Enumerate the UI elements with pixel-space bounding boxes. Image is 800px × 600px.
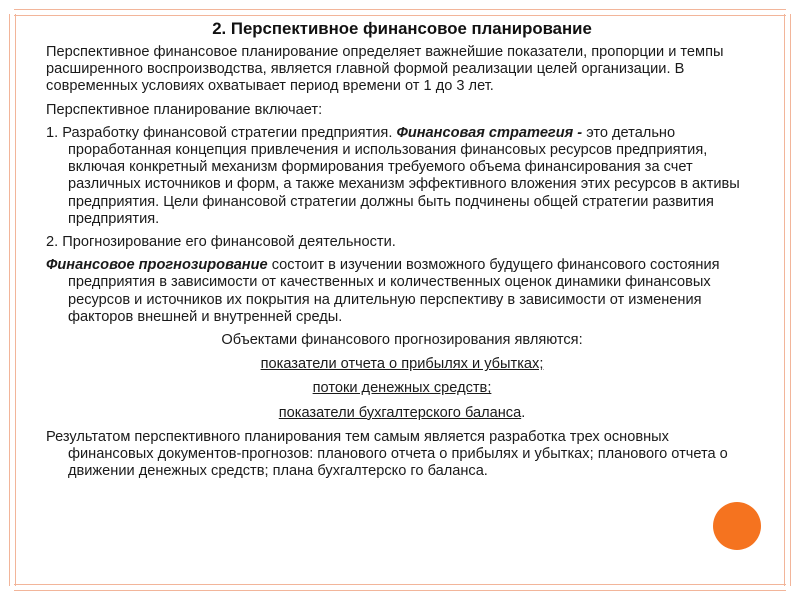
objects-heading: Объектами финансового прогнозирования являются:: [221, 332, 583, 349]
object-item-text: потоки денежных средств;: [312, 380, 492, 397]
strategy-term: Финансовая стратегия -: [396, 124, 583, 141]
item-strategy-lead: 1. Разработку финансовой стратегии предприятия.: [46, 124, 397, 141]
slide-frame-left: [9, 14, 16, 586]
item-strategy: [46, 125, 758, 228]
slide-frame-right: [784, 14, 791, 586]
forecast-definition: [46, 257, 758, 326]
forecast-text: состоит в изучении возможного будущего финансового состояния предприятия в зависимости от качественных и количественных оценок динамики финансовых ресурсов и источников их покрытия на длительную перспективу в зависимости от изменения факторов внешней и внутренней среды.: [68, 257, 720, 325]
slide-title: 2. Перспективное финансовое планирование: [212, 19, 592, 38]
object-item-text: показатели отчета о прибылях и убытках;: [260, 356, 544, 373]
item-forecasting: 2. Прогнозирование его финансовой деятельности.: [46, 234, 396, 251]
object-item: [46, 380, 758, 397]
object-item-text: показатели бухгалтерского баланса: [278, 404, 522, 421]
result-paragraph: Результатом перспективного планирования тем самым является разработка трех основных финансовых документов-прогнозов: планового отчета о прибылях и убытках; планового отчета о движении денежных средств; плана бухгалтерско го баланса.: [46, 428, 728, 480]
includes-label: Перспективное планирование включает:: [46, 101, 323, 118]
item-strategy-text: это детально проработанная концепция привлечения и использования финансовых ресурсов предприятия, включая конкретный механизм формирования требуемого объема финансирования за счет различных источников и форм, а также механизм эффективного вложения этих ресурсов в активы предприятия. Цели финансовой стратегии должны быть подчинены общей стратегии развития предприятия.: [68, 124, 740, 227]
object-item: [46, 405, 758, 422]
object-item-suffix: .: [521, 404, 526, 421]
slide-content: [46, 19, 758, 486]
slide-frame-top: [14, 9, 786, 16]
object-item: [46, 356, 758, 373]
accent-circle: [713, 502, 761, 550]
slide-frame-bottom: [14, 584, 786, 591]
intro-paragraph: Перспективное финансовое планирование определяет важнейшие показатели, пропорции и темпы расширенного воспроизводства, является главной формой реализации целей организации. В современных условиях охватывает период времени от 1 до 3 лет.: [46, 44, 724, 95]
forecast-term: Финансовое прогнозирование: [46, 257, 268, 274]
